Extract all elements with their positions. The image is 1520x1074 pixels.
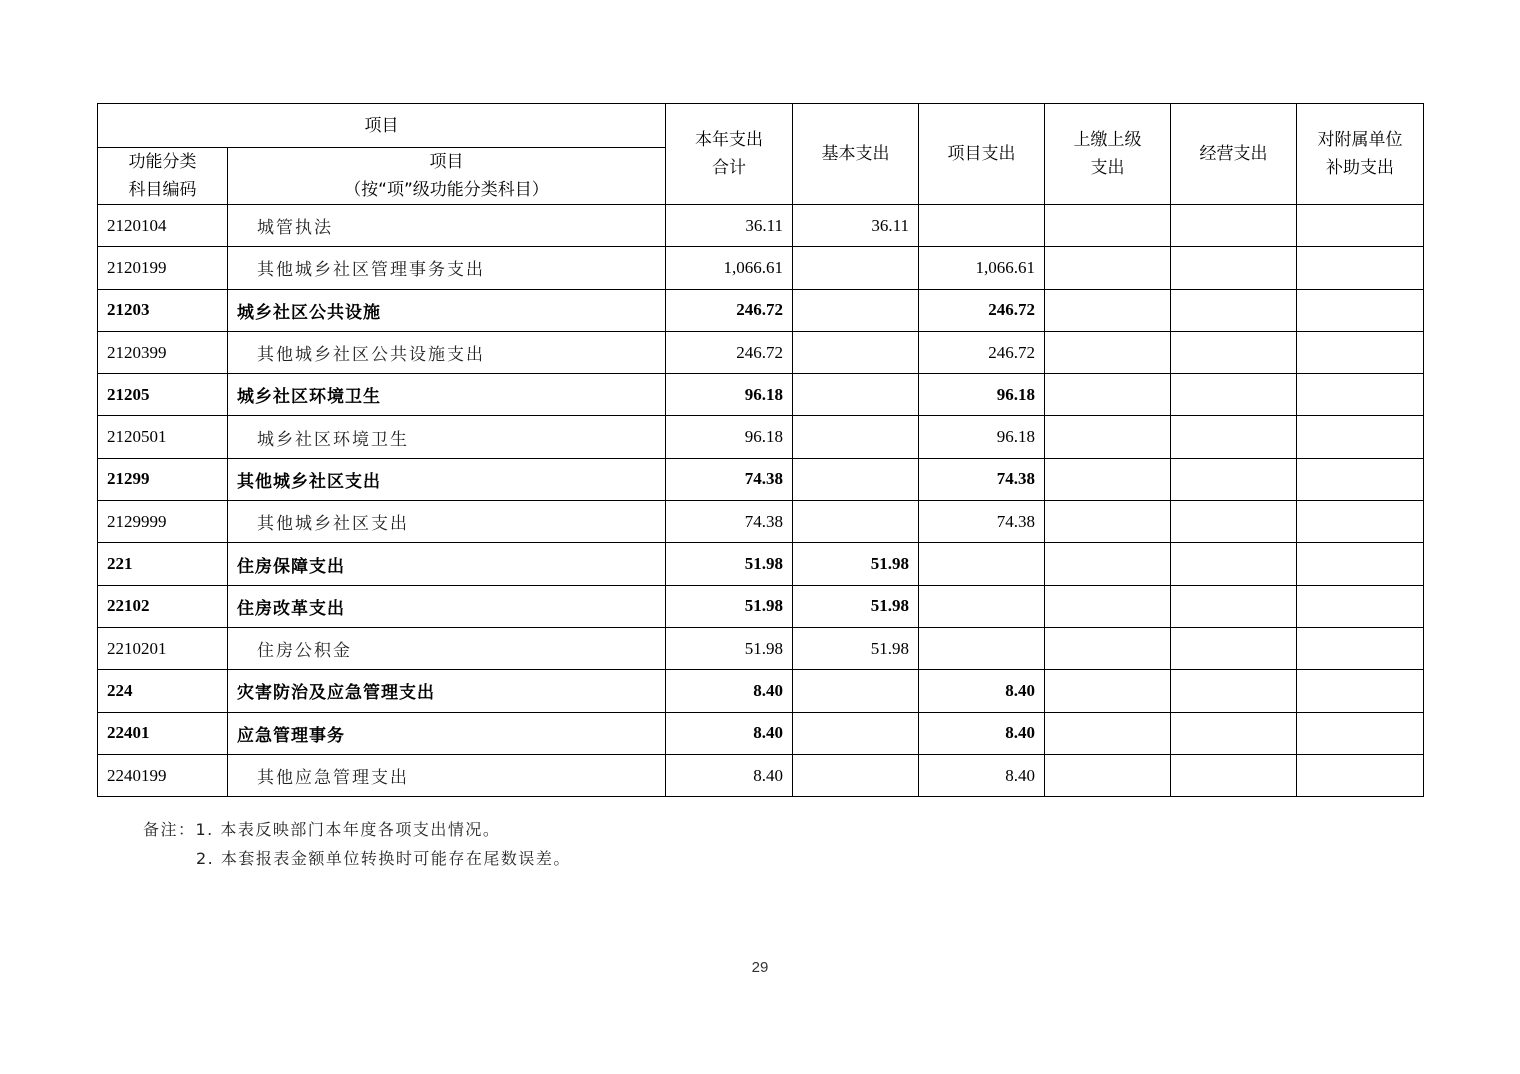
header-upper — [1045, 104, 1171, 205]
row-upper — [1045, 374, 1171, 416]
row-subsidy — [1297, 585, 1424, 627]
row-name: 住房公积金 — [228, 627, 666, 669]
row-subsidy — [1297, 754, 1424, 796]
row-name: 灾害防治及应急管理支出 — [228, 670, 666, 712]
row-subsidy — [1297, 205, 1424, 247]
row-upper — [1045, 289, 1171, 331]
row-upper — [1045, 501, 1171, 543]
row-subsidy — [1297, 712, 1424, 754]
row-total: 1,066.61 — [666, 247, 793, 289]
footnotes — [143, 815, 571, 873]
row-operating — [1171, 754, 1297, 796]
row-code: 2120399 — [98, 331, 228, 373]
header-subsidy-line1: 对附属单位 — [1317, 130, 1403, 150]
row-upper — [1045, 205, 1171, 247]
row-subsidy — [1297, 331, 1424, 373]
row-operating — [1171, 374, 1297, 416]
table-row — [98, 416, 1424, 458]
row-name: 其他应急管理支出 — [228, 754, 666, 796]
row-upper — [1045, 627, 1171, 669]
row-upper — [1045, 543, 1171, 585]
row-subsidy — [1297, 501, 1424, 543]
row-basic: 51.98 — [793, 543, 919, 585]
table-row — [98, 712, 1424, 754]
table-row — [98, 501, 1424, 543]
row-project: 74.38 — [919, 501, 1045, 543]
row-upper — [1045, 331, 1171, 373]
row-code: 21203 — [98, 289, 228, 331]
table-row — [98, 247, 1424, 289]
table-row — [98, 205, 1424, 247]
row-total: 74.38 — [666, 501, 793, 543]
row-operating — [1171, 289, 1297, 331]
header-subsidy — [1297, 104, 1424, 205]
row-name: 其他城乡社区公共设施支出 — [228, 331, 666, 373]
row-upper — [1045, 247, 1171, 289]
row-total: 36.11 — [666, 205, 793, 247]
row-upper — [1045, 458, 1171, 500]
row-total: 51.98 — [666, 627, 793, 669]
row-name: 城乡社区公共设施 — [228, 289, 666, 331]
row-project: 246.72 — [919, 331, 1045, 373]
table-row — [98, 627, 1424, 669]
row-code: 221 — [98, 543, 228, 585]
row-subsidy — [1297, 543, 1424, 585]
row-project: 74.38 — [919, 458, 1045, 500]
row-project: 1,066.61 — [919, 247, 1045, 289]
row-operating — [1171, 458, 1297, 500]
table-row — [98, 585, 1424, 627]
header-item-group: 项目 — [98, 104, 666, 148]
header-project: 项目支出 — [919, 104, 1045, 205]
row-project — [919, 543, 1045, 585]
row-name: 其他城乡社区支出 — [228, 458, 666, 500]
row-name: 应急管理事务 — [228, 712, 666, 754]
row-basic — [793, 331, 919, 373]
row-basic — [793, 501, 919, 543]
row-total: 74.38 — [666, 458, 793, 500]
row-upper — [1045, 712, 1171, 754]
table-row — [98, 331, 1424, 373]
table-row — [98, 289, 1424, 331]
row-basic — [793, 754, 919, 796]
row-project: 8.40 — [919, 712, 1045, 754]
row-subsidy — [1297, 627, 1424, 669]
footnote-2: 2. 本套报表金额单位转换时可能存在尾数误差。 — [196, 849, 571, 868]
row-code: 2129999 — [98, 501, 228, 543]
row-upper — [1045, 416, 1171, 458]
row-operating — [1171, 416, 1297, 458]
row-name: 住房保障支出 — [228, 543, 666, 585]
header-name-line2: （按“项”级功能分类科目） — [344, 180, 549, 200]
row-subsidy — [1297, 247, 1424, 289]
row-basic — [793, 712, 919, 754]
header-upper-line1: 上缴上级 — [1073, 130, 1142, 150]
row-code: 224 — [98, 670, 228, 712]
row-code: 21299 — [98, 458, 228, 500]
row-basic: 51.98 — [793, 627, 919, 669]
row-operating — [1171, 670, 1297, 712]
header-basic: 基本支出 — [793, 104, 919, 205]
row-total: 8.40 — [666, 754, 793, 796]
header-name-line1: 项目 — [429, 152, 464, 172]
header-code-line1: 功能分类 — [128, 152, 197, 172]
row-project: 246.72 — [919, 289, 1045, 331]
row-upper — [1045, 670, 1171, 712]
row-total: 96.18 — [666, 374, 793, 416]
footnote-1: 备注：1. 本表反映部门本年度各项支出情况。 — [143, 820, 501, 839]
row-upper — [1045, 754, 1171, 796]
row-project: 8.40 — [919, 754, 1045, 796]
table-row — [98, 374, 1424, 416]
row-basic: 36.11 — [793, 205, 919, 247]
row-total: 8.40 — [666, 670, 793, 712]
row-subsidy — [1297, 458, 1424, 500]
header-operating: 经营支出 — [1171, 104, 1297, 205]
row-project: 8.40 — [919, 670, 1045, 712]
row-code: 2120104 — [98, 205, 228, 247]
table-row — [98, 670, 1424, 712]
header-name — [228, 148, 666, 205]
row-upper — [1045, 585, 1171, 627]
row-basic — [793, 374, 919, 416]
row-name: 住房改革支出 — [228, 585, 666, 627]
table-row — [98, 458, 1424, 500]
expenditure-table — [97, 103, 1424, 797]
row-name: 其他城乡社区支出 — [228, 501, 666, 543]
header-total-line1: 本年支出 — [695, 130, 763, 150]
row-operating — [1171, 712, 1297, 754]
row-basic — [793, 416, 919, 458]
header-total-line2: 合计 — [712, 158, 746, 178]
row-operating — [1171, 247, 1297, 289]
row-total: 51.98 — [666, 585, 793, 627]
row-basic — [793, 247, 919, 289]
row-total: 8.40 — [666, 712, 793, 754]
table-header — [98, 104, 1424, 205]
row-code: 2120501 — [98, 416, 228, 458]
row-operating — [1171, 331, 1297, 373]
row-subsidy — [1297, 289, 1424, 331]
row-code: 22401 — [98, 712, 228, 754]
row-total: 96.18 — [666, 416, 793, 458]
row-total: 246.72 — [666, 331, 793, 373]
row-basic: 51.98 — [793, 585, 919, 627]
row-basic — [793, 670, 919, 712]
row-operating — [1171, 205, 1297, 247]
row-basic — [793, 289, 919, 331]
header-subsidy-line2: 补助支出 — [1326, 158, 1394, 178]
row-project — [919, 627, 1045, 669]
row-name: 城管执法 — [228, 205, 666, 247]
row-basic — [793, 458, 919, 500]
row-operating — [1171, 501, 1297, 543]
row-total: 246.72 — [666, 289, 793, 331]
row-subsidy — [1297, 416, 1424, 458]
header-upper-line2: 支出 — [1090, 158, 1125, 178]
row-code: 22102 — [98, 585, 228, 627]
row-code: 21205 — [98, 374, 228, 416]
page-number: 29 — [751, 959, 769, 976]
header-total — [666, 104, 793, 205]
row-code: 2240199 — [98, 754, 228, 796]
row-project: 96.18 — [919, 374, 1045, 416]
row-name: 城乡社区环境卫生 — [228, 374, 666, 416]
row-subsidy — [1297, 670, 1424, 712]
table-body — [98, 205, 1424, 797]
row-total: 51.98 — [666, 543, 793, 585]
row-code: 2210201 — [98, 627, 228, 669]
row-subsidy — [1297, 374, 1424, 416]
table-row — [98, 754, 1424, 796]
row-project — [919, 205, 1045, 247]
row-name: 城乡社区环境卫生 — [228, 416, 666, 458]
header-code-line2: 科目编码 — [128, 180, 197, 200]
row-name: 其他城乡社区管理事务支出 — [228, 247, 666, 289]
row-code: 2120199 — [98, 247, 228, 289]
row-project — [919, 585, 1045, 627]
header-code — [98, 148, 228, 205]
row-project: 96.18 — [919, 416, 1045, 458]
table-row — [98, 543, 1424, 585]
row-operating — [1171, 585, 1297, 627]
row-operating — [1171, 627, 1297, 669]
row-operating — [1171, 543, 1297, 585]
